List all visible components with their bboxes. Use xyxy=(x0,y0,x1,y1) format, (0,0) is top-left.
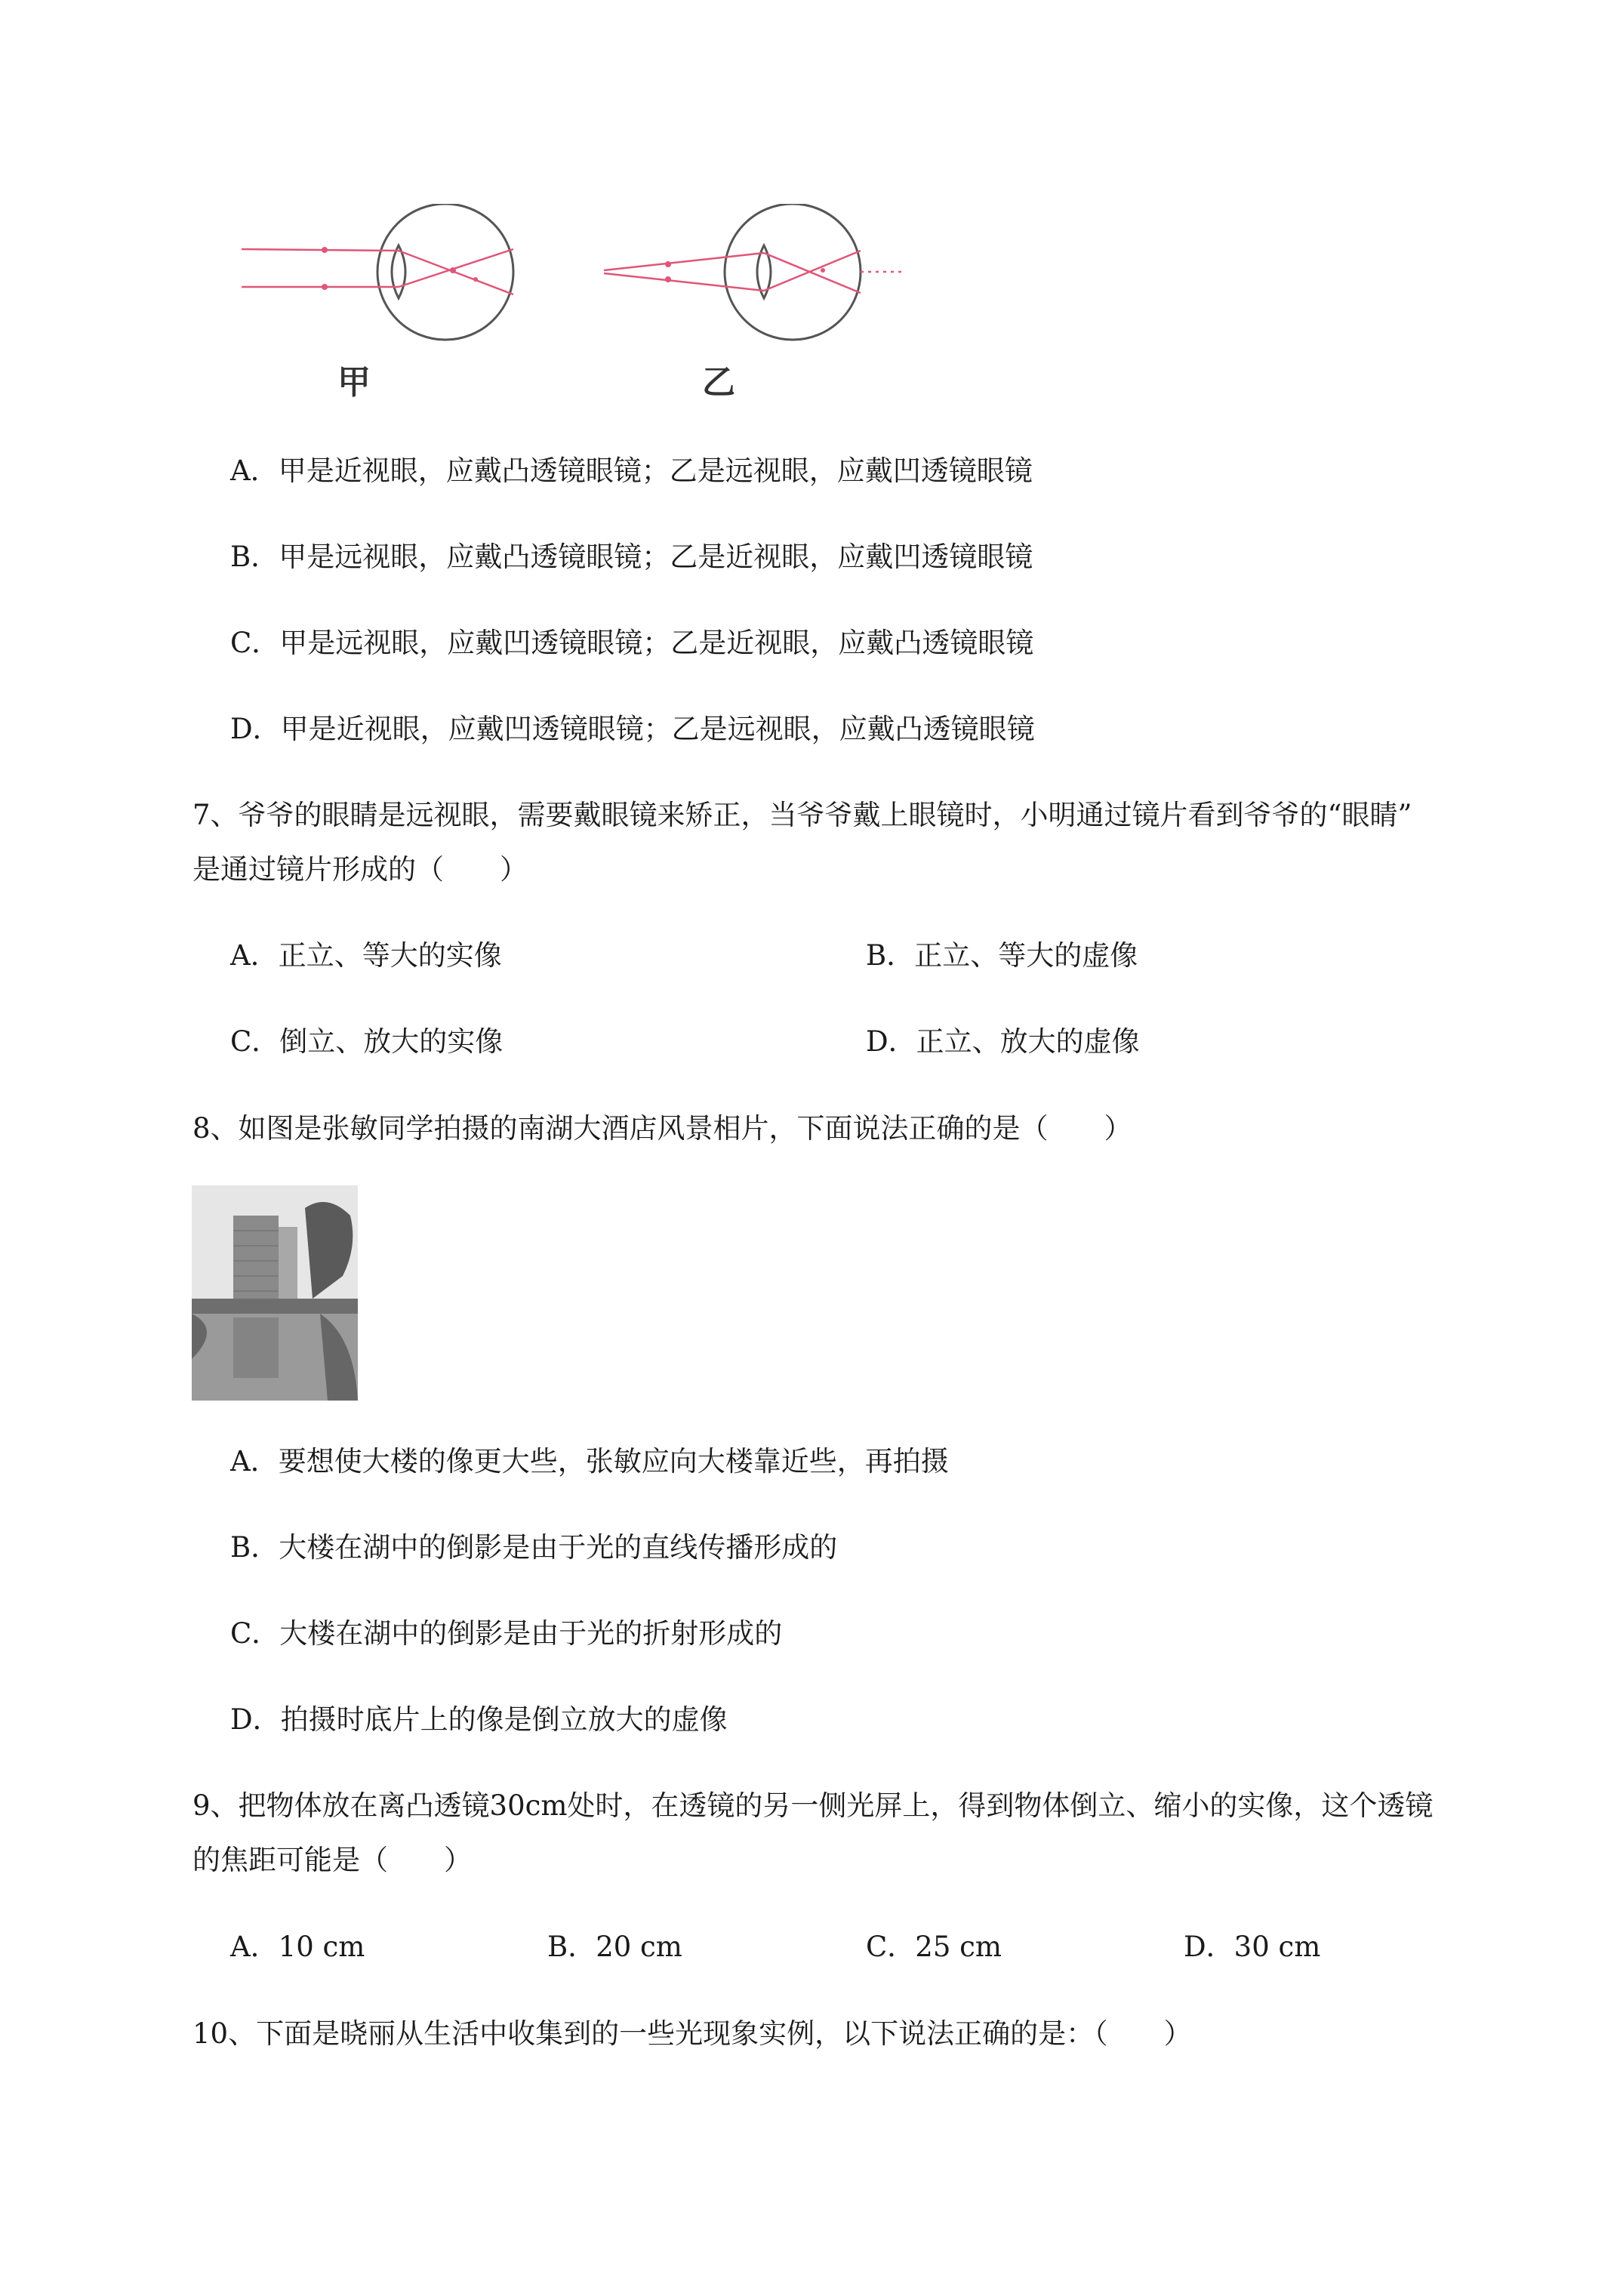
q10-stem: 10、下面是晓丽从生活中收集到的一些光现象实例，以下说法正确的是：（ ） xyxy=(192,2017,1192,2050)
q6-option-b: B．甲是远视眼，应戴凸透镜眼镜；乙是近视眼，应戴凹透镜眼镜 xyxy=(230,541,1033,573)
eye-left-figure xyxy=(242,204,513,340)
q9-stem-line2: 的焦距可能是（ ） xyxy=(192,1844,472,1876)
q8-option-d: D．拍摄时底片上的像是倒立放大的虚像 xyxy=(230,1703,728,1736)
q6-option-a: A．甲是近视眼，应戴凸透镜眼镜；乙是远视眼，应戴凹透镜眼镜 xyxy=(230,455,1033,487)
q9-option-b: B．20 cm xyxy=(547,1931,682,1963)
eye-diagram xyxy=(226,204,936,408)
q9-stem-line1: 9、把物体放在离凸透镜30cm处时，在透镜的另一侧光屏上，得到物体倒立、缩小的实像，这个透镜 xyxy=(192,1789,1434,1822)
eye-label-right: 乙 xyxy=(702,363,735,402)
q6-option-c: C．甲是远视眼，应戴凹透镜眼镜；乙是近视眼，应戴凸透镜眼镜 xyxy=(230,627,1034,659)
eye-label-left: 甲 xyxy=(337,363,371,402)
q7-stem-line2: 是通过镜片形成的（ ） xyxy=(192,853,528,886)
q9-option-a: A．10 cm xyxy=(230,1931,365,1963)
q7-option-a: A．正立、等大的实像 xyxy=(230,939,502,972)
eye-right-figure xyxy=(604,204,906,340)
q8-stem: 8、如图是张敏同学拍摄的南湖大酒店风景相片，下面说法正确的是（ ） xyxy=(192,1112,1132,1145)
q7-option-b: B．正立、等大的虚像 xyxy=(866,939,1138,972)
q7-option-c: C．倒立、放大的实像 xyxy=(230,1025,504,1058)
q9-option-d: D．30 cm xyxy=(1184,1931,1321,1963)
q9-option-c: C．25 cm xyxy=(866,1931,1002,1963)
q7-stem-line1: 7、爷爷的眼睛是远视眼，需要戴眼镜来矫正，当爷爷戴上眼镜时，小明通过镜片看到爷爷的“眼睛” xyxy=(192,799,1412,831)
q8-option-c: C．大楼在湖中的倒影是由于光的折射形成的 xyxy=(230,1617,783,1650)
q6-option-d: D．甲是近视眼，应戴凹透镜眼镜；乙是远视眼，应戴凸透镜眼镜 xyxy=(230,713,1035,745)
q8-option-b: B．大楼在湖中的倒影是由于光的直线传播形成的 xyxy=(230,1531,838,1564)
q7-option-d: D．正立、放大的虚像 xyxy=(866,1025,1140,1058)
hotel-photo xyxy=(192,1185,358,1401)
q8-option-a: A．要想使大楼的像更大些，张敏应向大楼靠近些，再拍摄 xyxy=(230,1445,949,1478)
